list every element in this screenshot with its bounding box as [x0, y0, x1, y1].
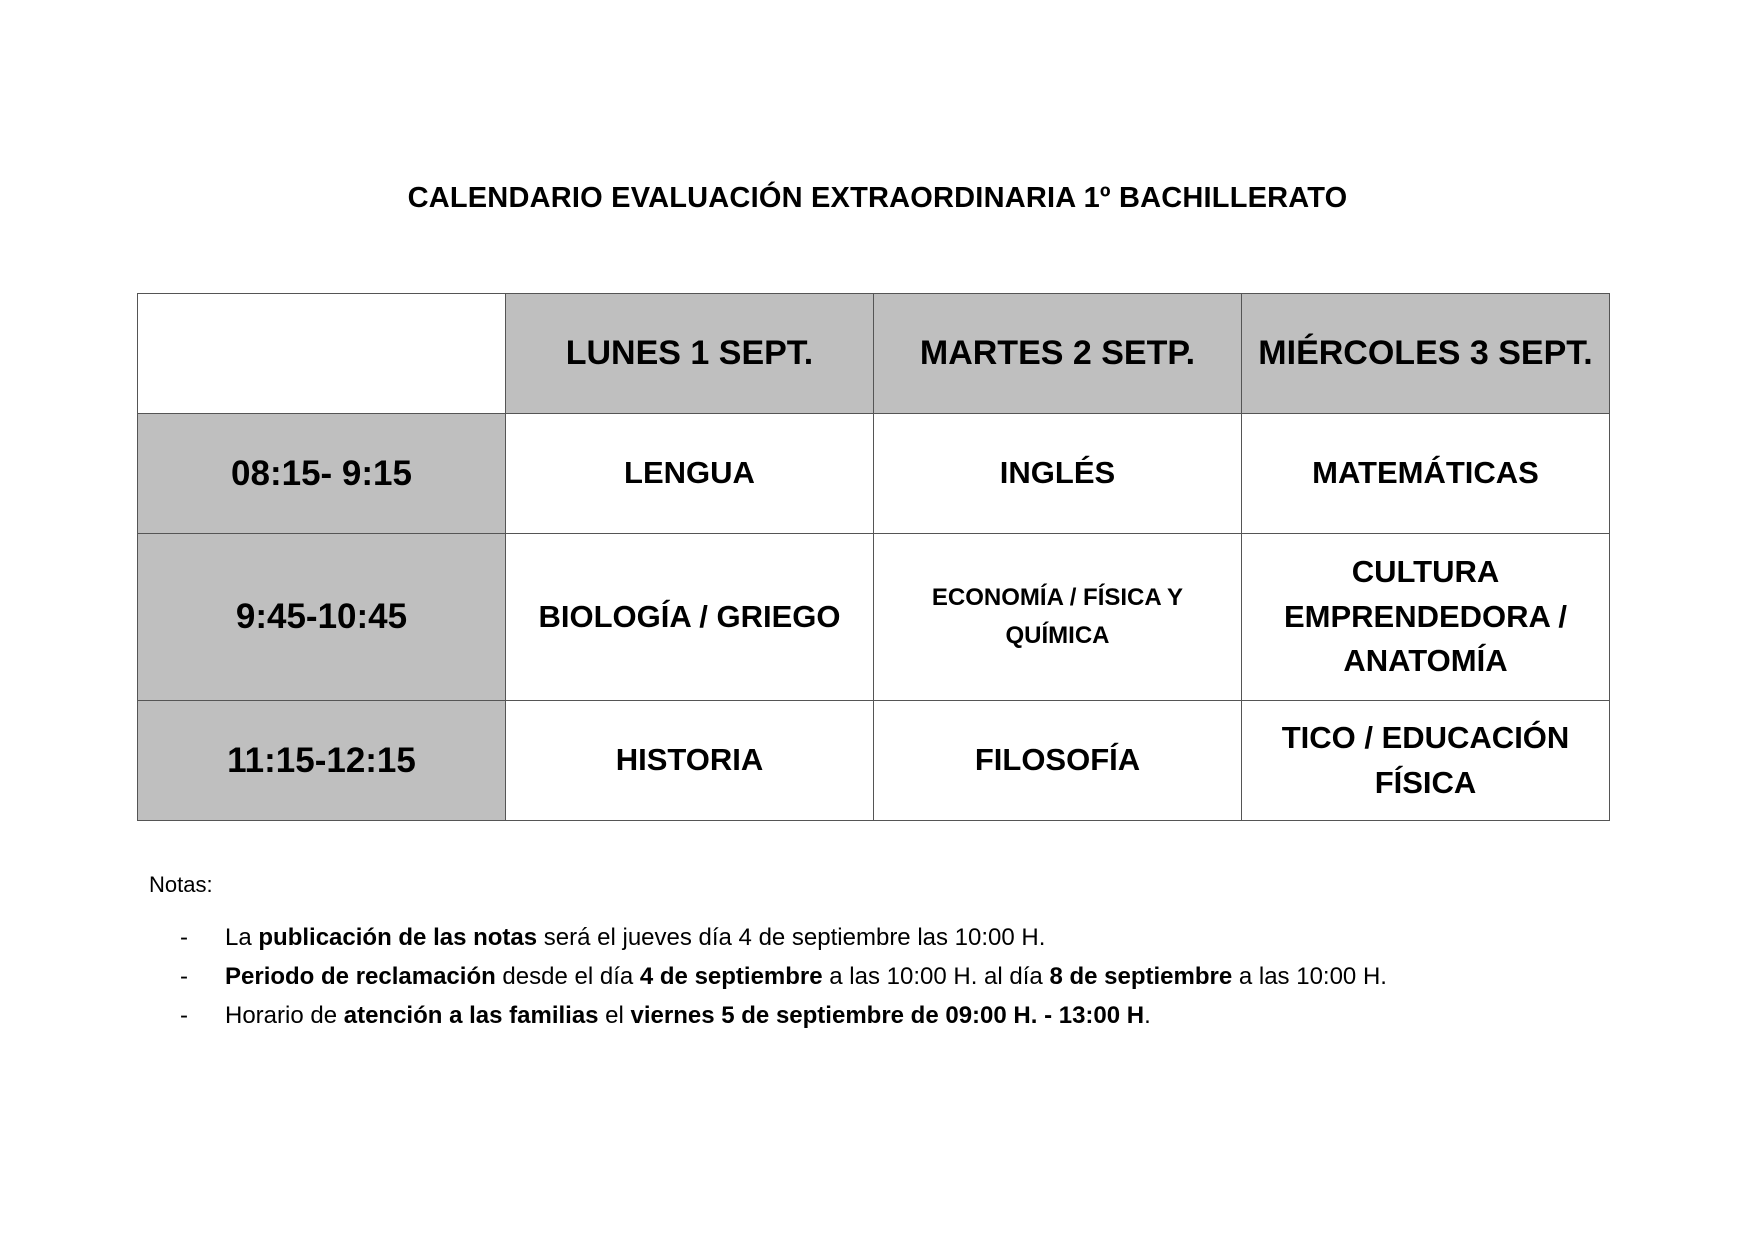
subject-cell: FILOSOFÍA — [874, 701, 1242, 821]
table-row — [138, 701, 1610, 821]
day-header-tuesday: MARTES 2 SETP. — [874, 294, 1242, 414]
note-text: . — [1144, 1002, 1151, 1029]
bullet-dash: - — [180, 1002, 188, 1029]
day-header-wednesday: MIÉRCOLES 3 SEPT. — [1242, 294, 1610, 414]
bullet-dash: - — [180, 924, 188, 951]
subject-text: ECONOMÍA / FÍSICA Y QUÍMICA — [931, 583, 1184, 649]
subject-cell: CULTURA EMPRENDEDORA / ANATOMÍA — [1242, 534, 1610, 701]
corner-cell — [138, 294, 506, 414]
exam-schedule-table — [137, 293, 1610, 821]
subject-cell: HISTORIA — [506, 701, 874, 821]
note-emphasis: Periodo de reclamación — [225, 963, 496, 990]
table-row — [138, 534, 1610, 701]
note-emphasis: viernes 5 de septiembre de 09:00 H. - 13:00 H — [630, 1002, 1145, 1029]
subject-cell: INGLÉS — [874, 414, 1242, 534]
document-title: CALENDARIO EVALUACIÓN EXTRAORDINARIA 1º BACHILLERATO — [407, 182, 1348, 214]
note-emphasis: 8 de septiembre — [1049, 963, 1233, 990]
note-text: a las 10:00 H. al día — [822, 963, 1050, 990]
note-emphasis: atención a las familias — [343, 1002, 599, 1029]
bullet-dash: - — [180, 963, 188, 990]
table-header-row — [138, 294, 1610, 414]
list-item — [180, 957, 1387, 996]
subject-cell: BIOLOGÍA / GRIEGO — [506, 534, 874, 701]
time-slot: 11:15-12:15 — [138, 701, 506, 821]
list-item — [180, 996, 1387, 1035]
subject-cell: TICO / EDUCACIÓN FÍSICA — [1242, 701, 1610, 821]
notes-list — [180, 918, 1387, 1035]
note-text: el — [598, 1002, 631, 1029]
subject-cell — [874, 534, 1242, 701]
note-emphasis: publicación de las notas — [258, 924, 538, 951]
note-text: desde el día — [495, 963, 640, 990]
subject-cell: LENGUA — [506, 414, 874, 534]
note-text: será el jueves día 4 de septiembre las 10:00 H. — [537, 924, 1046, 951]
table-row — [138, 414, 1610, 534]
subject-cell: MATEMÁTICAS — [1242, 414, 1610, 534]
notes-label: Notas: — [149, 872, 213, 897]
time-slot: 9:45-10:45 — [138, 534, 506, 701]
list-item — [180, 918, 1387, 957]
note-text: La — [225, 924, 259, 951]
note-text: a las 10:00 H. — [1232, 963, 1387, 990]
time-slot: 08:15- 9:15 — [138, 414, 506, 534]
note-emphasis: 4 de septiembre — [639, 963, 823, 990]
day-header-monday: LUNES 1 SEPT. — [506, 294, 874, 414]
note-text: Horario de — [225, 1002, 344, 1029]
